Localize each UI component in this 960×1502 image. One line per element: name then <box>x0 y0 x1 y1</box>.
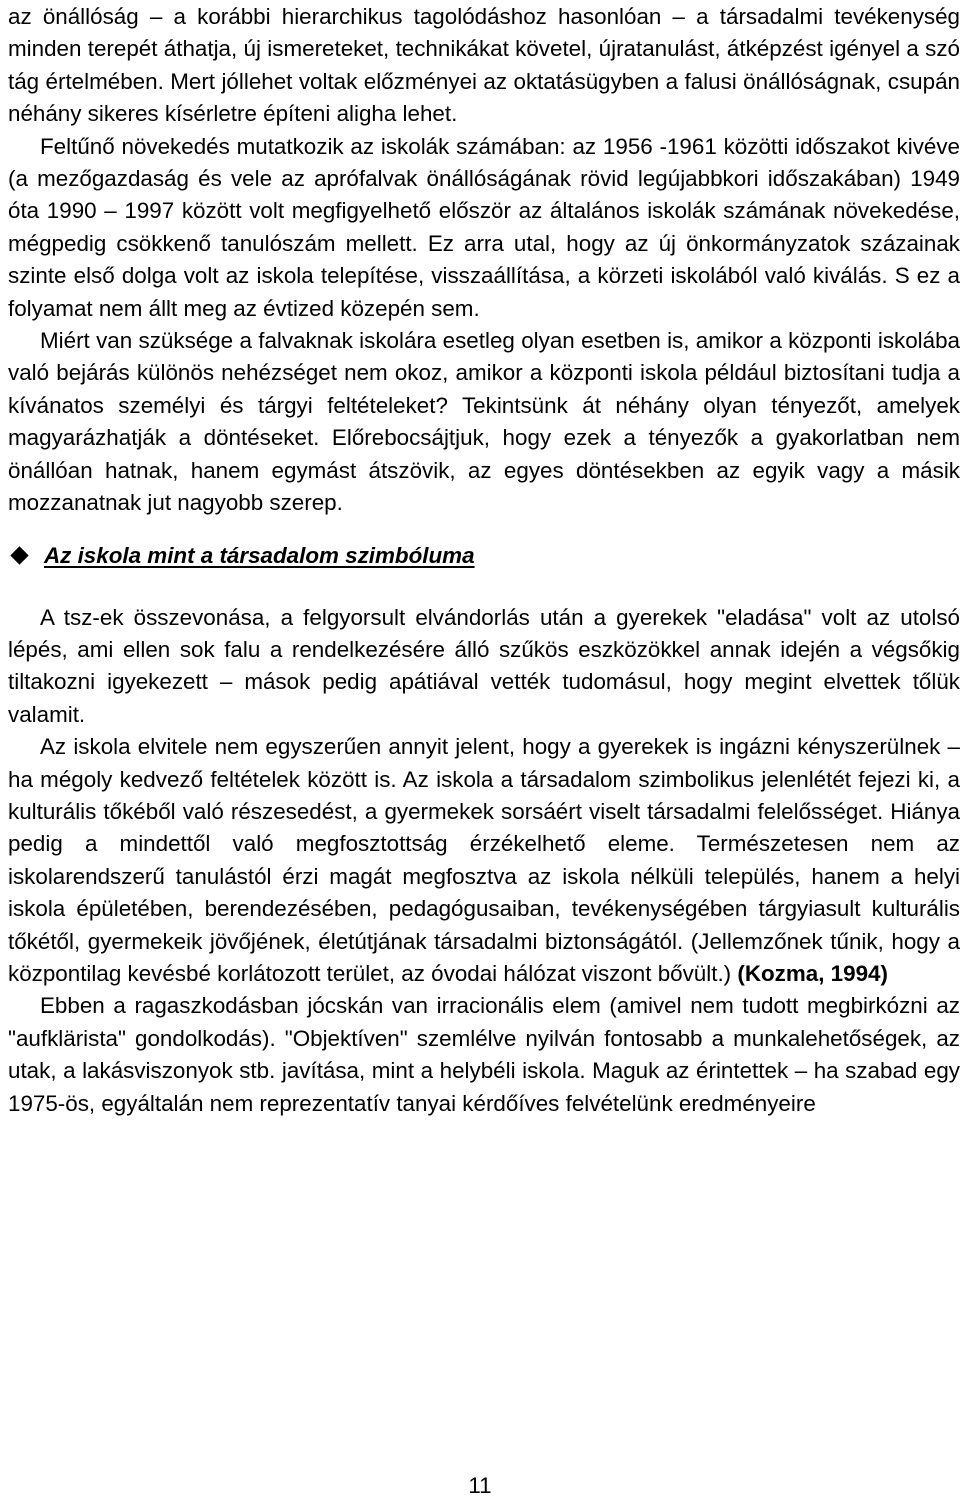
paragraph-5 <box>8 731 960 990</box>
section-heading-text: Az iskola mint a társadalom szimbóluma <box>44 542 475 568</box>
section-heading <box>8 540 960 572</box>
paragraph-3: Miért van szüksége a falvaknak iskolára esetleg olyan esetben is, amikor a központi iskolába való bejárás különös nehézséget nem okoz, amikor a központi iskola például biztosítani tudja a kívánatos személyi és tárgyi feltételeket? Tekintsünk át néhány olyan tényezőt, amelyek magyarázhatják a döntéseket. Előrebocsájtjuk, hogy ezek a tényezők a gyakorlatban nem önállóan hatnak, hanem egymást átszövik, az egyes döntésekben az egyik vagy a másik mozzanatnak jut nagyobb szerep. <box>8 328 960 516</box>
document-page <box>8 0 960 1120</box>
paragraph-5-text: Az iskola elvitele nem egyszerűen annyit jelent, hogy a gyerekek is ingázni kényszerülnek – ha mégoly kedvező feltételek között is. Az iskola a társadalom szimbolikus jelenlétét fejezi ki, a kulturális tőkéből való részesedést, a gyermekek sorsáért viselt társadalmi felelősséget. Hiánya pedig a mindettől való megfosztottság érzékelhető eleme. Természetesen nem az iskolarendszerű tanulástól érzi magát megfosztva az iskola nélküli település, hanem a helyi iskola épületében, berendezésében, pedagógusaiban, tevékenységében tárgyiasult kulturális tőkétől, gyermekeik jövőjének, életútjának társadalmi biztonságától. (Jellemzőnek tűnik, hogy a központilag kevésbé korlátozott terület, az óvodai hálózat viszont bővült.) <box>8 734 960 986</box>
diamond-bullet-icon <box>10 546 28 564</box>
page-number: 11 <box>468 1473 492 1498</box>
heading-spacer <box>8 572 960 602</box>
paragraph-1: az önállóság – a korábbi hierarchikus tagolódáshoz hasonlóan – a társadalmi tevékenység minden terepét áthatja, új ismereteket, technikákat követel, újratanulást, átképzést igényel a szó tág értelmében. Mert jóllehet voltak előzményei az oktatásügyben a falusi önállóságnak, csupán néhány sikeres kísérletre építeni aligha lehet. <box>8 4 960 127</box>
paragraph-4: A tsz-ek összevonása, a felgyorsult elvándorlás után a gyerekek "eladása" volt az utolsó lépés, ami ellen sok falu a rendelkezésére álló szűkös eszközökkel annak idején a végsőkig tiltakozni igyekezett – mások pedig apátiával vették tudomásul, hogy megint elvettek tőlük valamit. <box>8 604 960 727</box>
paragraph-2: Feltűnő növekedés mutatkozik az iskolák számában: az 1956 -1961 közötti időszakot kivéve (a mezőgazdaság és vele az aprófalvak önállóságának rövid legújabbkori időszakában) 1949 óta 1990 – 1997 között volt megfigyelhető először az általános iskolák számának növekedése, mégpedig csökkenő tanulószám mellett. Ez arra utal, hogy az új önkormányzatok százainak szinte első dolga volt az iskola telepítése, visszaállítása, a körzeti iskolából való kiválás. S ez a folyamat nem állt meg az évtized közepén sem. <box>8 133 960 321</box>
citation: (Kozma, 1994) <box>737 960 888 986</box>
paragraph-6: Ebben a ragaszkodásban jócskán van irracionális elem (amivel nem tudott megbirkózni az "aufklärista" gondolkodás). "Objektíven" szemlélve nyilván fontosabb a munkalehetőségek, az utak, a lakásviszonyok stb. javítása, mint a helybéli iskola. Maguk az érintettek – ha szabad egy 1975-ös, egyáltalán nem reprezentatív tanyai kérdőíves felvételünk eredményeire <box>8 993 960 1116</box>
